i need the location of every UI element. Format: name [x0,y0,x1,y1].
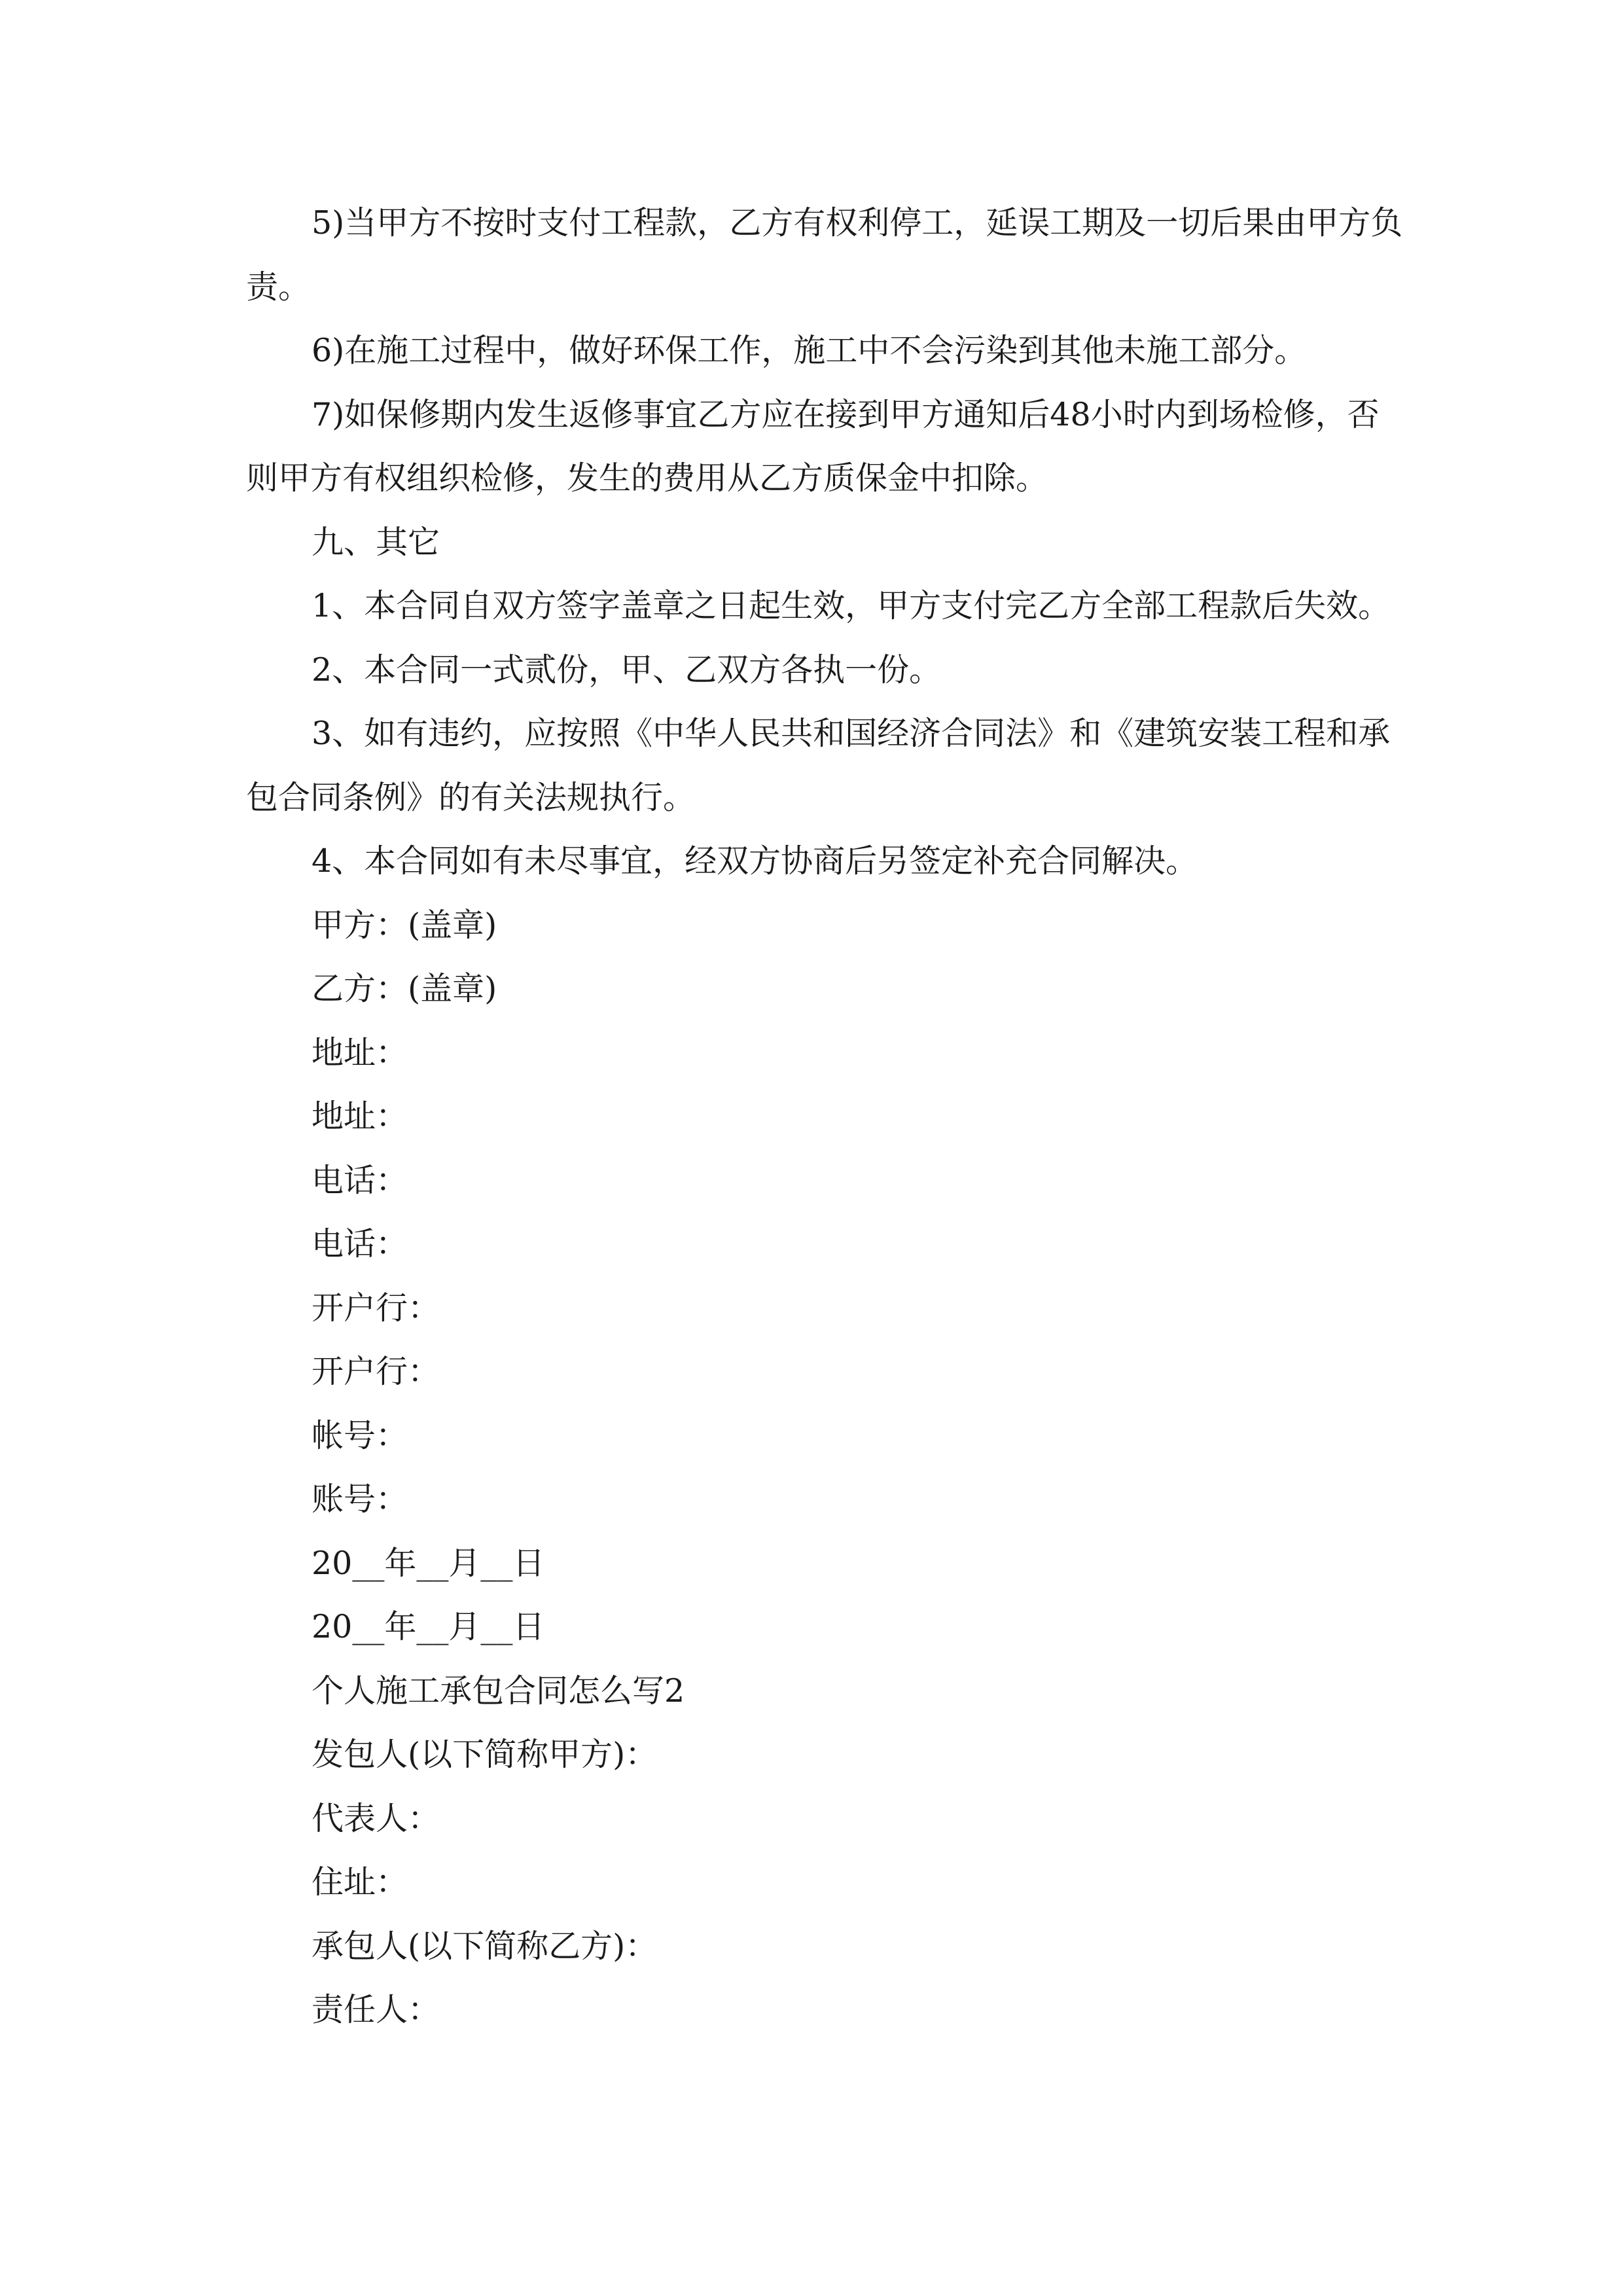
paragraph-item-2: 2、本合同一式贰份，甲、乙双方各执一份。 [312,651,942,689]
address-line-a: 地址： [312,1033,408,1071]
paragraph-clause-5: 5)当甲方不按时支付工程款，乙方有权利停工，延误工期及一切后果由甲方负责。 [246,204,1403,306]
phone-line-b: 电话： [312,1225,408,1263]
date-line-a: 20__年__月__日 [312,1544,545,1582]
paragraph-item-4: 4、本合同如有未尽事宜，经双方协商后另签定补充合同解决。 [312,842,1198,880]
party-a-seal-line: 甲方：(盖章) [312,906,497,944]
party-b-seal-line: 乙方：(盖章) [312,970,497,1007]
representative-line: 代表人： [312,1799,440,1837]
paragraph-clause-6: 6)在施工过程中，做好环保工作，施工中不会污染到其他未施工部分。 [312,332,1307,369]
bank-line-b: 开户行： [312,1353,440,1390]
account-line-a: 帐号： [312,1416,408,1454]
section-heading-other: 九、其它 [312,523,440,561]
paragraph-item-1: 1、本合同自双方签字盖章之日起生效，甲方支付完乙方全部工程款后失效。 [312,587,1391,624]
address-line-b: 地址： [312,1098,408,1135]
contract-title-2: 个人施工承包合同怎么写2 [312,1672,685,1710]
date-line-b: 20__年__月__日 [312,1608,545,1645]
account-line-b: 账号： [312,1480,408,1518]
document-body [246,191,1404,2042]
paragraph-clause-7: 7)如保修期内发生返修事宜乙方应在接到甲方通知后48小时内到场检修，否则甲方有权组织检修，发生的费用从乙方质保金中扣除。 [246,395,1380,497]
responsible-person-line: 责任人： [312,1991,440,2028]
contractor-line: 承包人(以下简称乙方)： [312,1927,658,1965]
bank-line-a: 开户行： [312,1289,440,1327]
residence-line: 住址： [312,1863,408,1901]
phone-line-a: 电话： [312,1161,408,1199]
paragraph-item-3: 3、如有违约，应按照《中华人民共和国经济合同法》和《建筑安装工程和承包合同条例》的有关法规执行。 [246,715,1391,816]
employer-line: 发包人(以下简称甲方)： [312,1736,658,1773]
